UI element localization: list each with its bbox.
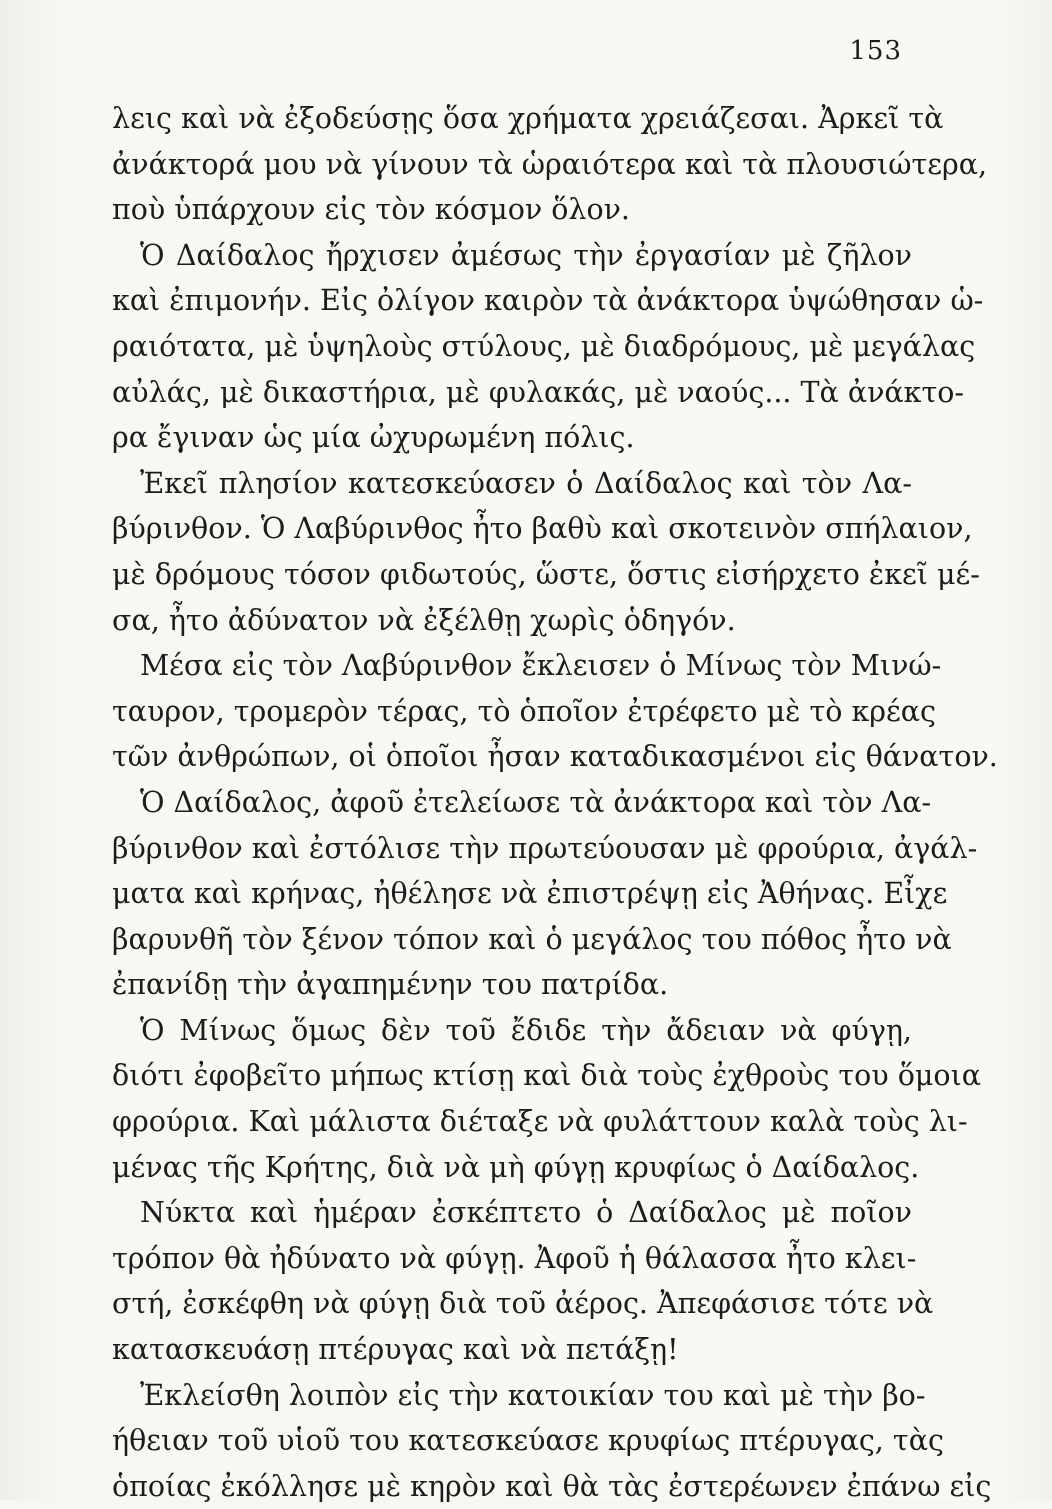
text-line: ὁποίας ἐκόλλησε μὲ κηρὸν καὶ θὰ τὰς ἐστερέωνεν ἐπάνω εἰς <box>112 1469 992 1503</box>
text-line: ποὺ ὑπάρχουν εἰς τὸν κόσμον ὅλον. <box>112 193 630 227</box>
text-line: βύρινθον καὶ ἐστόλισε τὴν πρωτεύουσαν μὲ φρούρια, ἀγάλ- <box>112 831 978 865</box>
text-line: Ἐκλείσθη λοιπὸν εἰς τὴν κατοικίαν του καὶ μὲ τὴν βο- <box>140 1378 926 1412</box>
text-line: μὲ δρόμους τόσον φιδωτούς, ὥστε, ὅστις εἰσήρχετο ἐκεῖ μέ- <box>112 557 980 591</box>
page-number: 153 <box>849 36 902 66</box>
text-line: ραιότατα, μὲ ὑψηλοὺς στύλους, μὲ διαδρόμους, μὲ μεγάλας <box>112 329 976 363</box>
text-line: Ὁ Μίνως ὅμως δὲν τοῦ ἔδιδε τὴν ἄδειαν νὰ φύγῃ, <box>140 1013 912 1047</box>
text-line: ἐπανίδῃ τὴν ἀγαπημένην του πατρίδα. <box>112 968 669 1002</box>
text-line: Μέσα εἰς τὸν Λαβύρινθον ἔκλεισεν ὁ Μίνως τὸν Μινώ- <box>140 649 942 683</box>
text-line: τρόπον θὰ ἠδύνατο νὰ φύγῃ. Ἀφοῦ ἡ θάλασσα ἦτο κλει- <box>112 1241 917 1275</box>
text-line: Ὁ Δαίδαλος ἤρχισεν ἀμέσως τὴν ἐργασίαν μὲ ζῆλον <box>140 238 912 272</box>
text-line: σα, ἦτο ἀδύνατον νὰ ἐξέλθῃ χωρὶς ὁδηγόν. <box>112 603 736 637</box>
body-text <box>112 96 998 1509</box>
text-line: φρούρια. Καὶ μάλιστα διέταξε νὰ φυλάττουν καλὰ τοὺς λι- <box>112 1105 968 1139</box>
text-line: λεις καὶ νὰ ἐξοδεύσῃς ὅσα χρήματα χρειάζεσαι. Ἀρκεῖ τὰ <box>112 102 944 135</box>
text-line: Νύκτα καὶ ἡμέραν ἐσκέπτετο ὁ Δαίδαλος μὲ ποῖον <box>140 1196 912 1230</box>
text-line: βαρυνθῆ τὸν ξένον τόπον καὶ ὁ μεγάλος του πόθος ἦτο νὰ <box>112 922 952 956</box>
text-line: στή, ἐσκέφθη νὰ φύγῃ διὰ τοῦ ἀέρος. Ἀπεφάσισε τότε νὰ <box>112 1287 934 1321</box>
text-line: Ὁ Δαίδαλος, ἀφοῦ ἐτελείωσε τὰ ἀνάκτορα καὶ τὸν Λα- <box>140 785 932 819</box>
text-line: Ἐκεῖ πλησίον κατεσκεύασεν ὁ Δαίδαλος καὶ τὸν Λα- <box>140 466 912 500</box>
text-line: ρα ἔγιναν ὡς μία ὠχυρωμένη πόλις. <box>112 421 635 455</box>
text-line: μένας τῆς Κρήτης, διὰ νὰ μὴ φύγῃ κρυφίως ὁ Δαίδαλος. <box>112 1150 920 1184</box>
text-line: καὶ ἐπιμονήν. Εἰς ὀλίγον καιρὸν τὰ ἀνάκτορα ὑψώθησαν ὡ- <box>112 284 984 318</box>
text-line: κατασκευάσῃ πτέρυγας καὶ νὰ πετάξῃ! <box>112 1333 679 1367</box>
text-line: διότι ἐφοβεῖτο μήπως κτίσῃ καὶ διὰ τοὺς ἐχθροὺς του ὅμοια <box>112 1059 981 1093</box>
text-line: τῶν ἀνθρώπων, οἱ ὁποῖοι ἦσαν καταδικασμένοι εἰς θάνατον. <box>112 740 998 774</box>
text-line: ήθειαν τοῦ υἱοῦ του κατεσκεύασε κρυφίως πτέρυγας, τὰς <box>112 1424 944 1458</box>
text-line: βύρινθον. Ὁ Λαβύρινθος ἦτο βαθὺ καὶ σκοτεινὸν σπήλαιον, <box>112 512 973 546</box>
text-line: αὐλάς, μὲ δικαστήρια, μὲ φυλακάς, μὲ ναούς... Τὰ ἀνάκτο- <box>112 375 965 409</box>
text-line: ἀνάκτορά μου νὰ γίνουν τὰ ὡραιότερα καὶ τὰ πλουσιώτερα, <box>112 147 988 181</box>
text-line: ματα καὶ κρήνας, ἠθέλησε νὰ ἐπιστρέψῃ εἰς Ἀθήνας. Εἶχε <box>112 877 948 911</box>
text-line: ταυρον, τρομερὸν τέρας, τὸ ὁποῖον ἐτρέφετο μὲ τὸ κρέας <box>112 694 937 728</box>
